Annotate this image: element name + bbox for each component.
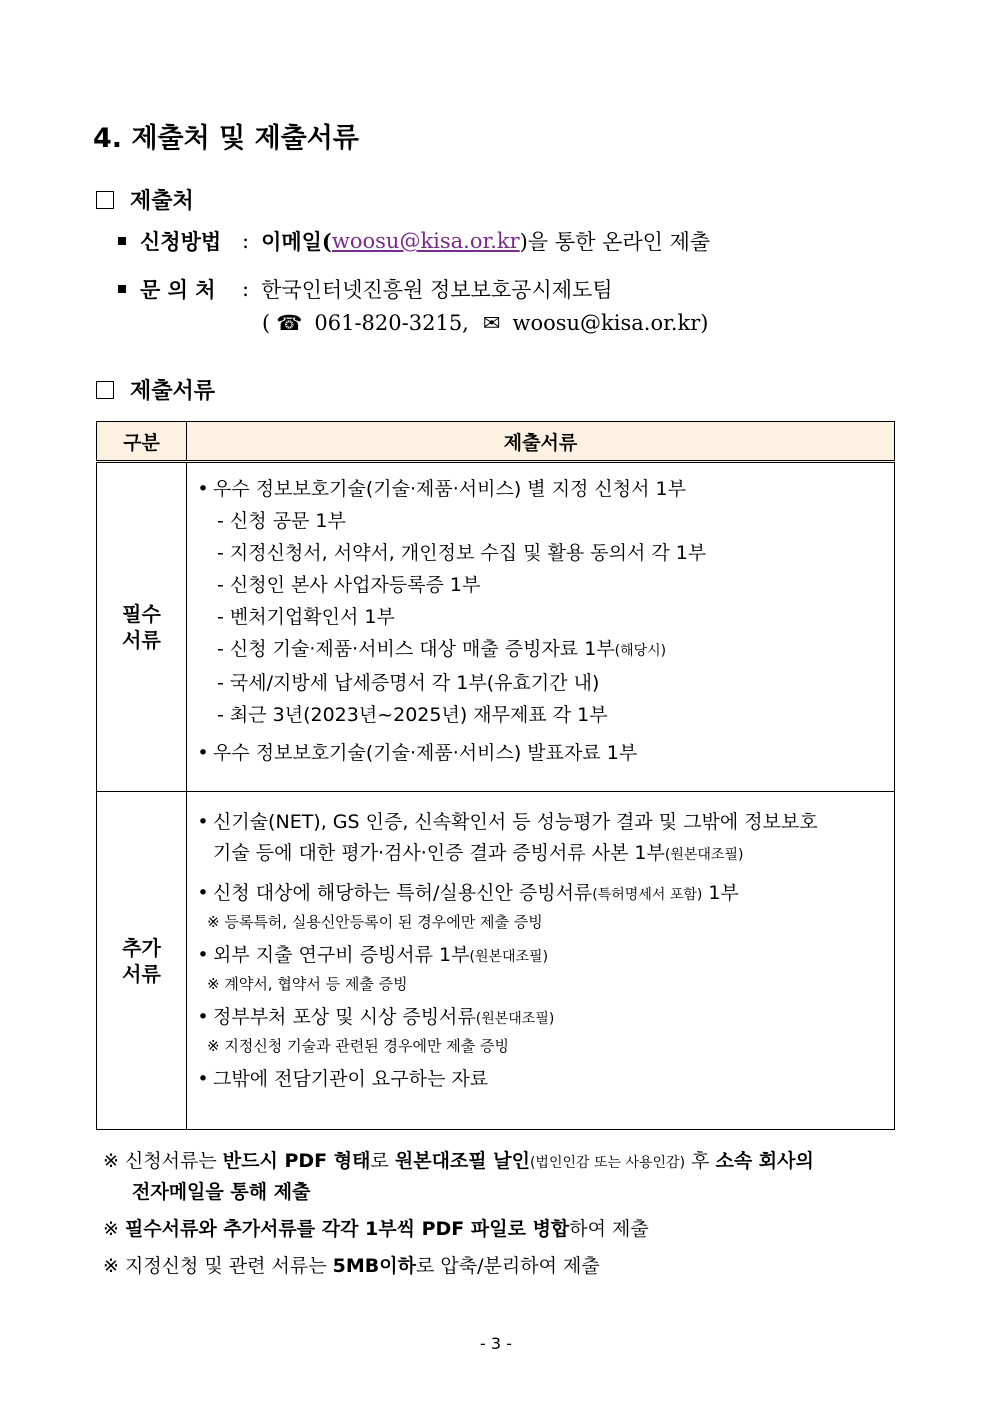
footnote-text: 로 bbox=[370, 1150, 395, 1172]
list-item bbox=[193, 737, 886, 769]
item-small: (원본대조필) bbox=[475, 1011, 555, 1027]
item-text: 기술 등에 대한 평가·검사·인증 결과 증빙서류 사본 1부 bbox=[213, 842, 665, 864]
item-note: ※ 계약서, 협약서 등 제출 증빙 bbox=[207, 975, 408, 993]
footnote-bold: 소속 회사의 bbox=[715, 1150, 814, 1172]
footnote-text: 하여 제출 bbox=[569, 1218, 649, 1240]
sub-item-small: (해당시) bbox=[614, 643, 667, 659]
method-prefix: 이메일( bbox=[261, 229, 332, 254]
list-item bbox=[193, 1063, 886, 1095]
bullet-dot-icon: • bbox=[197, 882, 209, 904]
email-link[interactable]: woosu@kisa.or.kr bbox=[331, 229, 520, 253]
list-item bbox=[193, 473, 886, 505]
page-heading: 4. 제출처 및 제출서류 bbox=[93, 123, 359, 154]
contact-row bbox=[118, 274, 613, 304]
checkbox-square-icon bbox=[96, 381, 114, 399]
section-documents-title bbox=[96, 374, 215, 405]
col-documents-header: 제출서류 bbox=[187, 422, 895, 462]
sub-item bbox=[193, 633, 886, 667]
section-submission-title bbox=[96, 184, 194, 215]
category-line: 서류 bbox=[122, 628, 161, 652]
item-text: 1부 bbox=[702, 882, 739, 904]
footnote-1 bbox=[103, 1146, 814, 1179]
sub-item: - 최근 3년(2023년~2025년) 재무제표 각 1부 bbox=[217, 704, 608, 726]
item-note: ※ 등록특허, 실용신안등록이 된 경우에만 제출 증빙 bbox=[207, 913, 543, 931]
paren-close: ) bbox=[700, 311, 709, 335]
bullet-dot-icon: • bbox=[197, 1068, 209, 1090]
item-text: 정부부처 포상 및 시상 증빙서류 bbox=[213, 1006, 476, 1028]
bullet-dot-icon: • bbox=[197, 944, 209, 966]
bullet-dot-icon: • bbox=[197, 811, 209, 833]
contact-phone: 061-820-3215, bbox=[314, 311, 469, 335]
square-bullet-icon bbox=[118, 285, 126, 293]
item-note: ※ 지정신청 기술과 관련된 경우에만 제출 증빙 bbox=[207, 1037, 509, 1055]
footnote-bold: 전자메일을 통해 제출 bbox=[132, 1181, 311, 1203]
item-text: 우수 정보보호기술(기술·제품·서비스) 발표자료 1부 bbox=[213, 742, 638, 764]
footnote-text: ※ 지정신청 및 관련 서류는 bbox=[103, 1255, 333, 1277]
section-title-text: 제출서류 bbox=[130, 379, 216, 404]
contact-email: woosu@kisa.or.kr bbox=[512, 311, 701, 335]
method-label: 신청방법 bbox=[140, 229, 222, 254]
square-bullet-icon bbox=[118, 237, 126, 245]
footnote-bold: 필수서류와 추가서류를 각각 1부씩 PDF 파일로 병합 bbox=[124, 1218, 570, 1240]
table-row-required bbox=[97, 462, 895, 792]
footnote-bold: 5MB이하 bbox=[332, 1255, 416, 1277]
footnote-text: ※ 신청서류는 bbox=[103, 1150, 223, 1172]
contact-detail-row bbox=[262, 311, 708, 335]
sub-item-text: - 신청 기술·제품·서비스 대상 매출 증빙자료 1부 bbox=[217, 638, 615, 660]
category-required bbox=[97, 462, 187, 792]
item-text: 신기술(NET), GS 인증, 신속확인서 등 성능평가 결과 및 그밖에 정보보호 bbox=[213, 811, 818, 833]
method-row bbox=[118, 226, 710, 256]
table-header-row bbox=[97, 422, 895, 462]
item-text: 우수 정보보호기술(기술·제품·서비스) 별 지정 신청서 1부 bbox=[213, 478, 686, 500]
sub-item: - 신청인 본사 사업자등록증 1부 bbox=[217, 574, 481, 596]
sub-item: - 지정신청서, 서약서, 개인정보 수집 및 활용 동의서 각 1부 bbox=[217, 542, 707, 564]
documents-table bbox=[96, 421, 895, 1130]
item-small: (원본대조필) bbox=[664, 847, 744, 863]
footnote-text: 로 압축/분리하여 제출 bbox=[416, 1255, 600, 1277]
category-line: 추가 bbox=[122, 935, 161, 960]
paren-open: ( bbox=[262, 311, 271, 335]
list-item bbox=[193, 939, 886, 973]
item-continuation bbox=[193, 838, 886, 871]
sub-item: - 국세/지방세 납세증명서 각 1부(유효기간 내) bbox=[217, 672, 600, 694]
footnote-bold: 원본대조필 날인 bbox=[394, 1150, 530, 1172]
required-documents-cell bbox=[187, 462, 895, 792]
sub-item: - 신청 공문 1부 bbox=[217, 510, 346, 532]
col-category-header: 구분 bbox=[97, 422, 187, 462]
section-title-text: 제출처 bbox=[130, 189, 194, 214]
footnote-2 bbox=[103, 1214, 649, 1245]
category-line: 필수 bbox=[122, 602, 161, 626]
item-text: 신청 대상에 해당하는 특허/실용신안 증빙서류 bbox=[213, 882, 593, 904]
table-row-additional bbox=[97, 792, 895, 1130]
list-item bbox=[193, 1001, 886, 1035]
colon: : bbox=[242, 229, 250, 253]
bullet-dot-icon: • bbox=[197, 742, 209, 764]
footnote-3 bbox=[103, 1251, 600, 1282]
phone-icon: ☎ bbox=[276, 311, 303, 335]
contact-org: 한국인터넷진흥원 정보보호공시제도팀 bbox=[261, 278, 613, 302]
mail-icon: ✉ bbox=[482, 311, 501, 335]
footnote-1-continuation bbox=[132, 1177, 310, 1208]
footnote-text: 후 bbox=[685, 1150, 716, 1172]
colon: : bbox=[242, 277, 250, 301]
method-suffix: )을 통한 온라인 제출 bbox=[519, 230, 711, 254]
footnote-text: ※ bbox=[103, 1218, 125, 1240]
bullet-dot-icon: • bbox=[197, 478, 209, 500]
item-small: (특허명세서 포함) bbox=[592, 887, 703, 903]
additional-documents-cell bbox=[187, 792, 895, 1130]
footnote-bold: 반드시 PDF 형태 bbox=[222, 1150, 371, 1172]
category-line: 서류 bbox=[122, 961, 161, 986]
list-item bbox=[193, 806, 886, 838]
page-number: - 3 - bbox=[480, 1334, 512, 1353]
item-small: (원본대조필) bbox=[469, 949, 549, 965]
footnote-small: (법인인감 또는 사용인감) bbox=[529, 1155, 686, 1171]
list-item bbox=[193, 877, 886, 911]
bullet-dot-icon: • bbox=[197, 1006, 209, 1028]
item-text: 외부 지출 연구비 증빙서류 1부 bbox=[213, 944, 470, 966]
category-additional bbox=[97, 792, 187, 1130]
sub-item: - 벤처기업확인서 1부 bbox=[217, 606, 395, 628]
checkbox-square-icon bbox=[96, 191, 114, 209]
item-text: 그밖에 전담기관이 요구하는 자료 bbox=[213, 1068, 489, 1090]
contact-label: 문 의 처 bbox=[140, 277, 216, 302]
